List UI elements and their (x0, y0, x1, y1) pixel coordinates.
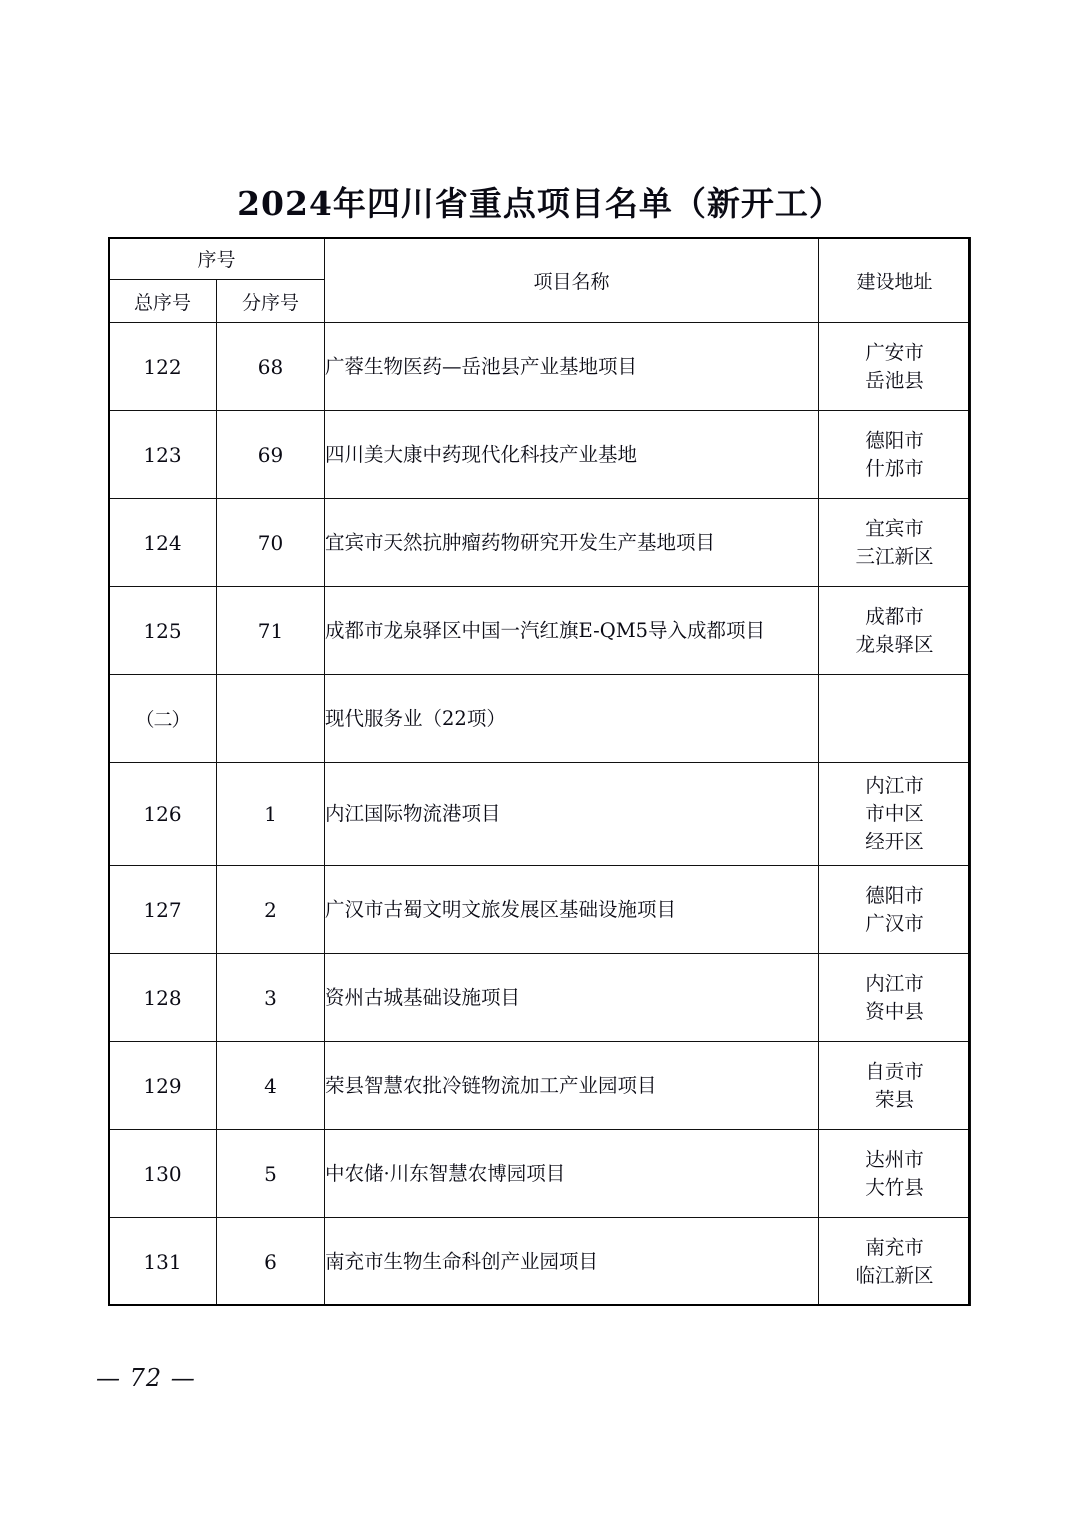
table-row (109, 323, 971, 411)
cell-project-name: 广蓉生物医药—岳池县产业基地项目 (325, 323, 819, 411)
table-header-row-top (109, 238, 971, 280)
cell-build-address (819, 323, 971, 411)
cell-project-name: 南充市生物生命科创产业园项目 (325, 1218, 819, 1306)
header-project-name: 项目名称 (325, 238, 819, 323)
address-line: 南充市 (865, 1235, 924, 1259)
cell-project-name: 成都市龙泉驿区中国一汽红旗E-QM5导入成都项目 (325, 587, 819, 675)
header-total-number: 总序号 (109, 280, 217, 323)
cell-project-name: 内江国际物流港项目 (325, 763, 819, 866)
cell-build-address (819, 1130, 971, 1218)
page-number: — 72 — (96, 1364, 196, 1392)
address-line: 三江新区 (855, 544, 934, 568)
cell-project-name: 中农储·川东智慧农博园项目 (325, 1130, 819, 1218)
cell-total-number: 124 (109, 499, 217, 587)
cell-project-name: 广汉市古蜀文明文旅发展区基础设施项目 (325, 866, 819, 954)
page-title: 2024年四川省重点项目名单（新开工） (237, 184, 843, 223)
cell-build-address (819, 675, 971, 763)
cell-build-address (819, 587, 971, 675)
cell-sub-number: 2 (217, 866, 325, 954)
address-line: 德阳市 (865, 883, 924, 907)
table-row (109, 587, 971, 675)
cell-project-name: 现代服务业（22项） (325, 675, 819, 763)
address-line: 大竹县 (865, 1175, 924, 1199)
cell-sub-number: 3 (217, 954, 325, 1042)
address-line: 经开区 (865, 829, 924, 853)
cell-project-name: 资州古城基础设施项目 (325, 954, 819, 1042)
cell-sub-number: 1 (217, 763, 325, 866)
header-build-address: 建设地址 (819, 238, 971, 323)
table-row (109, 499, 971, 587)
address-line: 荣县 (875, 1087, 915, 1111)
address-line: 成都市 (865, 604, 924, 628)
table-row (109, 866, 971, 954)
table-row (109, 1130, 971, 1218)
table-head (109, 238, 971, 323)
address-line: 临江新区 (855, 1263, 934, 1287)
cell-total-number: 128 (109, 954, 217, 1042)
table-row (109, 1042, 971, 1130)
cell-total-number: 123 (109, 411, 217, 499)
address-line: 市中区 (865, 802, 924, 826)
table-row (109, 411, 971, 499)
cell-sub-number: 70 (217, 499, 325, 587)
table-row (109, 1218, 971, 1306)
cell-sub-number: 71 (217, 587, 325, 675)
cell-build-address (819, 866, 971, 954)
cell-total-number: 129 (109, 1042, 217, 1130)
cell-build-address (819, 954, 971, 1042)
address-line: 内江市 (865, 774, 924, 798)
table-body (109, 323, 971, 1306)
cell-total-number: 125 (109, 587, 217, 675)
cell-project-name: 宜宾市天然抗肿瘤药物研究开发生产基地项目 (325, 499, 819, 587)
cell-project-name: 荣县智慧农批冷链物流加工产业园项目 (325, 1042, 819, 1130)
cell-build-address (819, 411, 971, 499)
cell-build-address (819, 499, 971, 587)
cell-total-number: 122 (109, 323, 217, 411)
table-row (109, 763, 971, 866)
cell-total-number: 126 (109, 763, 217, 866)
address-line: 龙泉驿区 (855, 632, 934, 656)
project-list-table-wrapper (108, 237, 970, 1306)
cell-total-number: （二） (109, 675, 217, 763)
cell-sub-number: 5 (217, 1130, 325, 1218)
address-line: 自贡市 (865, 1059, 924, 1083)
cell-total-number: 130 (109, 1130, 217, 1218)
cell-sub-number: 6 (217, 1218, 325, 1306)
cell-sub-number: 4 (217, 1042, 325, 1130)
cell-build-address (819, 1218, 971, 1306)
address-line: 宜宾市 (865, 516, 924, 540)
address-line: 内江市 (865, 971, 924, 995)
cell-total-number: 131 (109, 1218, 217, 1306)
address-line: 岳池县 (865, 368, 924, 392)
cell-sub-number: 68 (217, 323, 325, 411)
cell-build-address (819, 763, 971, 866)
address-line: 广安市 (865, 340, 924, 364)
header-sub-number: 分序号 (217, 280, 325, 323)
cell-project-name: 四川美大康中药现代化科技产业基地 (325, 411, 819, 499)
address-line: 德阳市 (865, 428, 924, 452)
project-list-table (108, 237, 971, 1306)
cell-sub-number: 69 (217, 411, 325, 499)
cell-build-address (819, 1042, 971, 1130)
address-line: 资中县 (865, 999, 924, 1023)
address-line: 什邡市 (865, 456, 924, 480)
header-group-serial-number: 序号 (109, 238, 325, 280)
table-row (109, 675, 971, 763)
address-line: 广汉市 (865, 911, 924, 935)
table-row (109, 954, 971, 1042)
cell-sub-number (217, 675, 325, 763)
address-line: 达州市 (865, 1147, 924, 1171)
cell-total-number: 127 (109, 866, 217, 954)
